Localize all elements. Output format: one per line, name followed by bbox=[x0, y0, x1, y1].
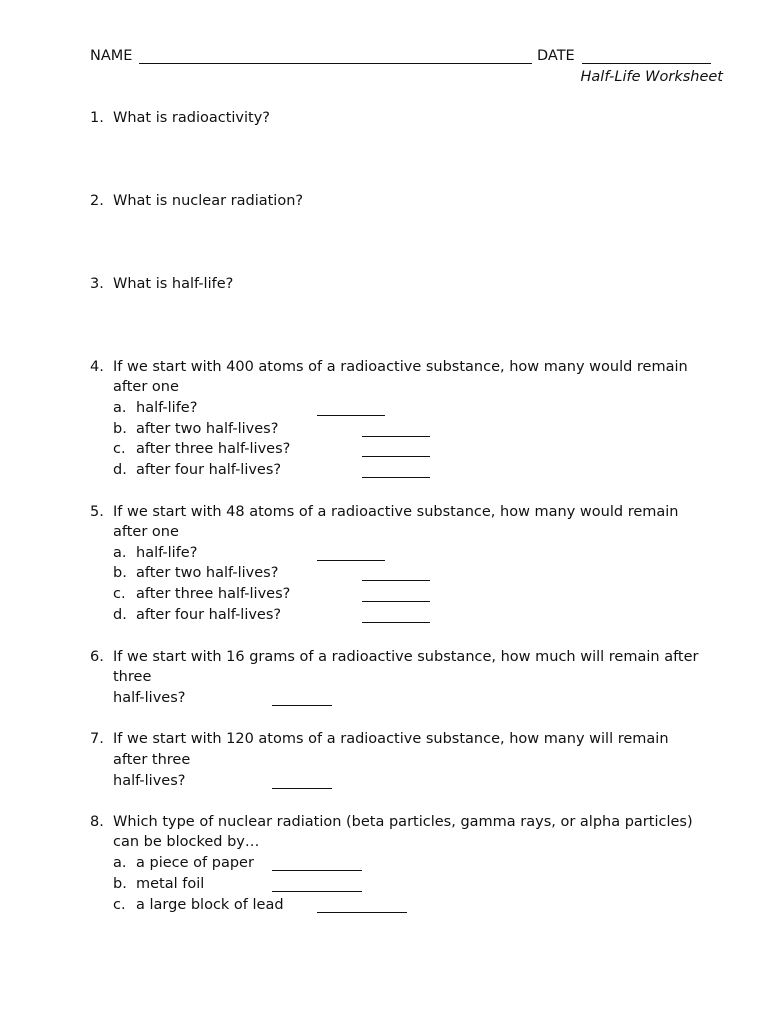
sub-letter: b. bbox=[113, 421, 127, 437]
question-text: If we start with 400 atoms of a radioactive substance, how many would remain bbox=[113, 359, 688, 375]
sub-question-text: a piece of paper bbox=[136, 855, 254, 871]
sub-letter: b. bbox=[113, 876, 127, 892]
question-text: half-lives? bbox=[113, 773, 186, 789]
question-text: half-lives? bbox=[113, 690, 186, 706]
sub-letter: c. bbox=[113, 441, 126, 457]
sub-question-text: metal foil bbox=[136, 876, 205, 892]
question-number: 7. bbox=[90, 731, 104, 747]
answer-blank[interactable] bbox=[362, 477, 430, 478]
answer-blank[interactable] bbox=[272, 705, 332, 706]
sub-letter: a. bbox=[113, 545, 127, 561]
answer-blank[interactable] bbox=[362, 456, 430, 457]
answer-blank[interactable] bbox=[272, 788, 332, 789]
sub-letter: a. bbox=[113, 400, 127, 416]
question-text: after one bbox=[113, 379, 179, 395]
answer-blank[interactable] bbox=[362, 436, 430, 437]
answer-blank[interactable] bbox=[317, 415, 385, 416]
question-text: What is half-life? bbox=[113, 276, 234, 292]
sub-question-text: after two half-lives? bbox=[136, 421, 279, 437]
sub-letter: d. bbox=[113, 462, 127, 478]
answer-blank[interactable] bbox=[317, 912, 407, 913]
sub-letter: a. bbox=[113, 855, 127, 871]
sub-letter: b. bbox=[113, 565, 127, 581]
answer-blank[interactable] bbox=[362, 622, 430, 623]
date-label: DATE bbox=[537, 48, 575, 64]
sub-question-text: after three half-lives? bbox=[136, 441, 291, 457]
answer-blank[interactable] bbox=[272, 891, 362, 892]
name-label: NAME bbox=[90, 48, 133, 64]
question-text: What is nuclear radiation? bbox=[113, 193, 304, 209]
answer-blank[interactable] bbox=[362, 580, 430, 581]
question-text: Which type of nuclear radiation (beta particles, gamma rays, or alpha particles) bbox=[113, 814, 693, 830]
question-text: If we start with 16 grams of a radioactive substance, how much will remain after bbox=[113, 649, 699, 665]
question-number: 8. bbox=[90, 814, 104, 830]
question-text: If we start with 120 atoms of a radioactive substance, how many will remain bbox=[113, 731, 669, 747]
sub-question-text: after four half-lives? bbox=[136, 607, 282, 623]
sub-question-text: half-life? bbox=[136, 545, 198, 561]
sub-question-text: half-life? bbox=[136, 400, 198, 416]
date-field[interactable] bbox=[582, 63, 711, 64]
sub-question-text: after four half-lives? bbox=[136, 462, 282, 478]
question-number: 1. bbox=[90, 110, 104, 126]
question-text: What is radioactivity? bbox=[113, 110, 270, 126]
question-number: 2. bbox=[90, 193, 104, 209]
question-text: after three bbox=[113, 752, 191, 768]
answer-blank[interactable] bbox=[362, 601, 430, 602]
sub-letter: d. bbox=[113, 607, 127, 623]
question-number: 3. bbox=[90, 276, 104, 292]
question-number: 6. bbox=[90, 649, 104, 665]
sub-question-text: a large block of lead bbox=[136, 897, 284, 913]
sub-question-text: after three half-lives? bbox=[136, 586, 291, 602]
question-number: 4. bbox=[90, 359, 104, 375]
answer-blank[interactable] bbox=[317, 560, 385, 561]
sub-letter: c. bbox=[113, 586, 126, 602]
question-text: after one bbox=[113, 524, 179, 540]
worksheet-title: Half-Life Worksheet bbox=[580, 69, 723, 85]
question-text: If we start with 48 atoms of a radioactive substance, how many would remain bbox=[113, 504, 679, 520]
question-text: can be blocked by… bbox=[113, 834, 260, 850]
question-number: 5. bbox=[90, 504, 104, 520]
name-field[interactable] bbox=[139, 63, 532, 64]
sub-letter: c. bbox=[113, 897, 126, 913]
sub-question-text: after two half-lives? bbox=[136, 565, 279, 581]
answer-blank[interactable] bbox=[272, 870, 362, 871]
question-text: three bbox=[113, 669, 152, 685]
